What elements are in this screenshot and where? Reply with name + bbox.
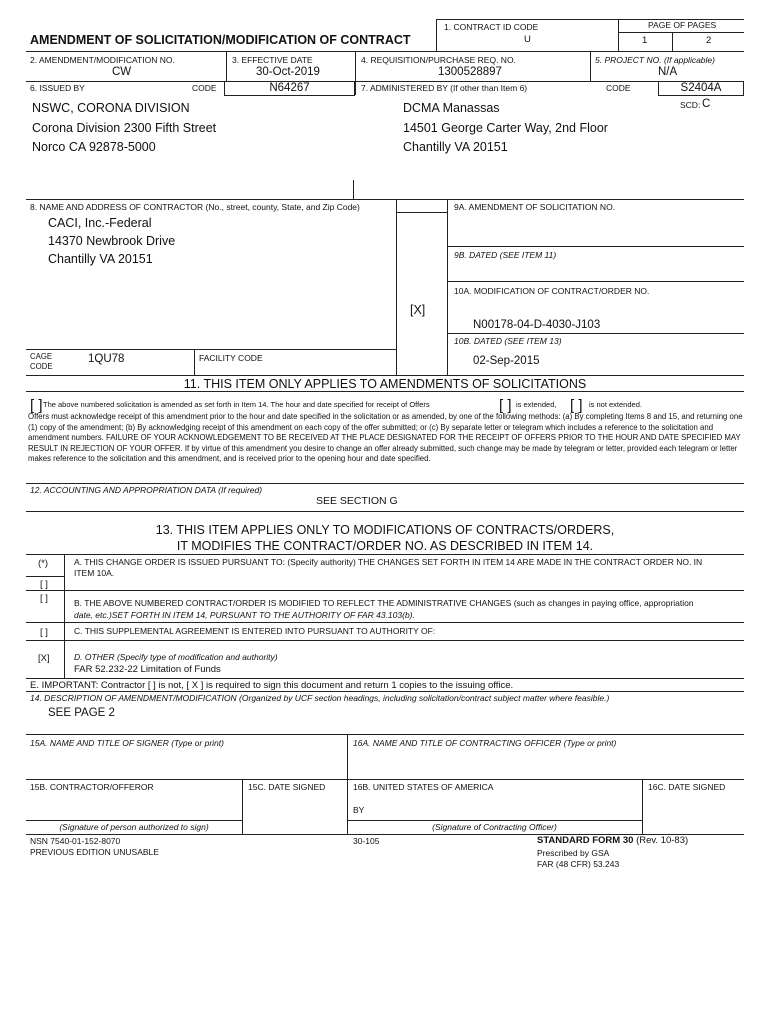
admin-code-value: S2404A [680,82,722,94]
contractor-line2: 14370 Newbrook Drive [48,234,176,248]
form-title: AMENDMENT OF SOLICITATION/MODIFICATION OF CONTRACT [30,33,411,47]
effective-date-label: 3. EFFECTIVE DATE [232,55,313,65]
rule [26,734,744,735]
rule [447,333,744,334]
item13-heading2: IT MODIFIES THE CONTRACT/ORDER NO. AS DESCRIBED IN ITEM 14. [176,539,594,553]
by-label: BY [353,805,365,815]
modification-10-check: [X] [410,303,426,317]
rule [590,51,591,81]
officer-16a-label: 16A. NAME AND TITLE OF CONTRACTING OFFICER (Type or print) [353,738,617,748]
item13-text-b2: date, etc.)SET FORTH IN ITEM 14, PURSUANT TO THE AUTHORITY OF FAR 43.103(b). [74,610,415,620]
admin-by-line3: Chantilly VA 20151 [403,140,508,154]
signer-15a-label: 15A. NAME AND TITLE OF SIGNER (Type or print) [30,738,224,748]
contract-id-value: U [524,34,531,45]
item13-heading1: 13. THIS ITEM APPLIES ONLY TO MODIFICATIONS OF CONTRACTS/ORDERS, [155,523,615,537]
issued-code-value: N64267 [269,82,310,94]
modification-10a-label: 10A. MODIFICATION OF CONTRACT/ORDER NO. [454,286,650,296]
rule [618,32,744,33]
rule [242,779,243,834]
item13-text-c: C. THIS SUPPLEMENTAL AGREEMENT IS ENTERED INTO PURSUANT TO AUTHORITY OF: [74,626,436,636]
contractor-line3: Chantilly VA 20151 [48,252,153,266]
administered-by-label: 7. ADMINISTERED BY (If other than Item 6) [361,83,528,93]
item13-mark-c: [ ] [40,627,48,638]
item13-text-a1: A. THIS CHANGE ORDER IS ISSUED PURSUANT TO: (Specify authority) THE CHANGES SET FORTH IN ITEM 14 ARE MADE IN THE CONTRACT ORDER NO. IN [74,557,703,567]
rule [26,375,744,376]
facility-code-label: FACILITY CODE [199,353,263,363]
nsn-number: NSN 7540-01-152-8070 [30,836,121,846]
amendment-no-value: CW [112,66,132,78]
rule [26,199,744,200]
contractor-line1: CACI, Inc.-Federal [48,216,152,230]
rule [396,199,397,375]
rule [26,590,744,591]
standard-form-title: STANDARD FORM 30 (Rev. 10-83) [537,835,689,846]
item13-text-d1: D. OTHER (Specify type of modification and authority) [74,652,278,662]
date-16c-label: 16C. DATE SIGNED [648,782,726,792]
rule [226,51,227,81]
item13-text-a2: ITEM 10A. [74,568,115,578]
rule [347,820,642,821]
contractor-15b-label: 15B. CONTRACTOR/OFFEROR [30,782,154,792]
rule [447,281,744,282]
rule [26,640,744,641]
important-notice: E. IMPORTANT: Contractor [ ] is not, [ X ] is required to sign this document and return 1 copies to the issuing office. [30,680,514,691]
issued-by-label: 6. ISSUED BY [30,83,85,93]
project-no-label: 5. PROJECT NO. (If applicable) [595,55,715,65]
cage-code-value: 1QU78 [88,353,125,365]
rule [26,349,396,350]
rule [26,779,744,780]
form-code: 30-105 [353,836,380,846]
amendment-9a-label: 9A. AMENDMENT OF SOLICITATION NO. [454,202,616,212]
rule [396,212,447,213]
item11-bracket-c: [ ] [570,397,583,414]
issued-by-line1: NSWC, CORONA DIVISION [32,101,190,115]
item13-mark-a: (*) [38,558,49,569]
prescribed-by: Prescribed by GSA [537,848,610,858]
dated-10b-label: 10B. DATED (SEE ITEM 13) [454,336,562,346]
scd-value: C [702,98,711,110]
far-reference: FAR (48 CFR) 53.243 [537,859,620,869]
rule [347,734,348,834]
officer-signature-caption: (Signature of Contracting Officer) [432,822,557,832]
item11-line1c: is not extended. [589,400,642,409]
rule [26,511,744,512]
issued-by-line2: Corona Division 2300 Fifth Street [32,121,217,135]
cage-code-label: CAGE CODE [30,352,53,371]
admin-code-label: CODE [606,83,631,93]
rule [194,349,195,375]
rule [447,246,744,247]
rule [26,691,744,692]
page-of-pages-label: PAGE OF PAGES [648,20,717,30]
item12-label: 12. ACCOUNTING AND APPROPRIATION DATA (If required) [30,485,263,495]
contractor-signature-caption: (Signature of person authorized to sign) [59,822,209,832]
rule [642,779,643,834]
dated-10b-value: 02-Sep-2015 [473,355,540,367]
date-15c-label: 15C. DATE SIGNED [248,782,326,792]
admin-by-line1: DCMA Manassas [403,101,500,115]
admin-by-line2: 14501 George Carter Way, 2nd Floor [403,121,608,135]
rule [26,483,744,484]
item13-mark-a2: [ ] [40,579,48,590]
rule [355,51,356,95]
rule [64,554,65,678]
item11-heading: 11. THIS ITEM ONLY APPLIES TO AMENDMENTS OF SOLICITATIONS [183,377,587,391]
total-pages: 2 [706,35,712,46]
rule [353,180,354,200]
rule [26,622,744,623]
rule [26,554,744,555]
requisition-no-value: 1300528897 [438,66,502,78]
contract-id-label: 1. CONTRACT ID CODE [444,22,539,32]
item12-value: SEE SECTION G [316,495,398,507]
item11-bracket-a: [ ] [30,397,43,414]
scd-label: SCD: [680,100,701,110]
rule [26,576,64,577]
item14-value: SEE PAGE 2 [48,707,115,719]
item13-mark-d: [X] [38,653,50,664]
item11-instructions: Offers must acknowledge receipt of this amendment prior to the hour and date specified in the solicitation or as amended, by one of the following methods: (a) By completing Items 8 and 15, and returning one (1) copy of the amendment; (b) By acknowledging receipt of this amendment on each copy of the offer submitted; or (c) By separate letter or telegram which includes a reference to the solicitation and amendment numbers. FAILURE OF YOUR ACKNOWLEDGEMENT TO BE RECEIVED AT THE PLACE DESIGNATED FOR THE RECEIPT OF OFFERS PRIOR TO THE HOUR AND DATE SPECIFIED MAY RESULT IN REJECTION OF YOUR OFFER. If by virtue of this amendment you desire to change an offer already submitted, such change may be made by telegram or letter, provided each telegram or letter makes reference to the solicitation and this amendment, and is received prior to the opening hour and date specified. [28,412,743,464]
item11-line1a: The above numbered solicitation is amended as set forth in Item 14. The hour and date specified for receipt of Offers [43,400,430,409]
item11-bracket-b: [ ] [499,397,512,414]
page-number: 1 [642,35,648,46]
item13-mark-b: [ ] [40,593,48,604]
rule [26,678,744,679]
rule [618,19,619,51]
issued-code-label: CODE [192,83,217,93]
rule [447,199,448,375]
item11-line1b: is extended, [516,400,557,409]
previous-edition: PREVIOUS EDITION UNUSABLE [30,847,159,857]
rule [26,820,242,821]
rule [26,391,744,392]
issued-by-line3: Norco CA 92878-5000 [32,140,156,154]
modification-10a-value: N00178-04-D-4030-J103 [473,319,601,331]
effective-date-value: 30-Oct-2019 [256,66,320,78]
rule [436,19,437,51]
item13-text-d2: FAR 52.232-22 Limitation of Funds [74,664,221,675]
contractor-label: 8. NAME AND ADDRESS OF CONTRACTOR (No., street, county, State, and Zip Code) [30,202,360,212]
dated-9b-label: 9B. DATED (SEE ITEM 11) [454,250,557,260]
usa-16b-label: 16B. UNITED STATES OF AMERICA [353,782,494,792]
requisition-no-label: 4. REQUISITION/PURCHASE REQ. NO. [361,55,516,65]
item14-label: 14. DESCRIPTION OF AMENDMENT/MODIFICATION (Organized by UCF section headings, including solicitation/contract subject matter where feasible.) [30,693,610,703]
rule [672,32,673,51]
project-no-value: N/A [658,66,678,78]
item13-text-b1: B. THE ABOVE NUMBERED CONTRACT/ORDER IS MODIFIED TO REFLECT THE ADMINISTRATIVE CHANGES (such as changes in paying office, appropriation [74,598,694,608]
amendment-no-label: 2. AMENDMENT/MODIFICATION NO. [30,55,175,65]
rule [26,51,744,52]
rule [26,81,744,82]
